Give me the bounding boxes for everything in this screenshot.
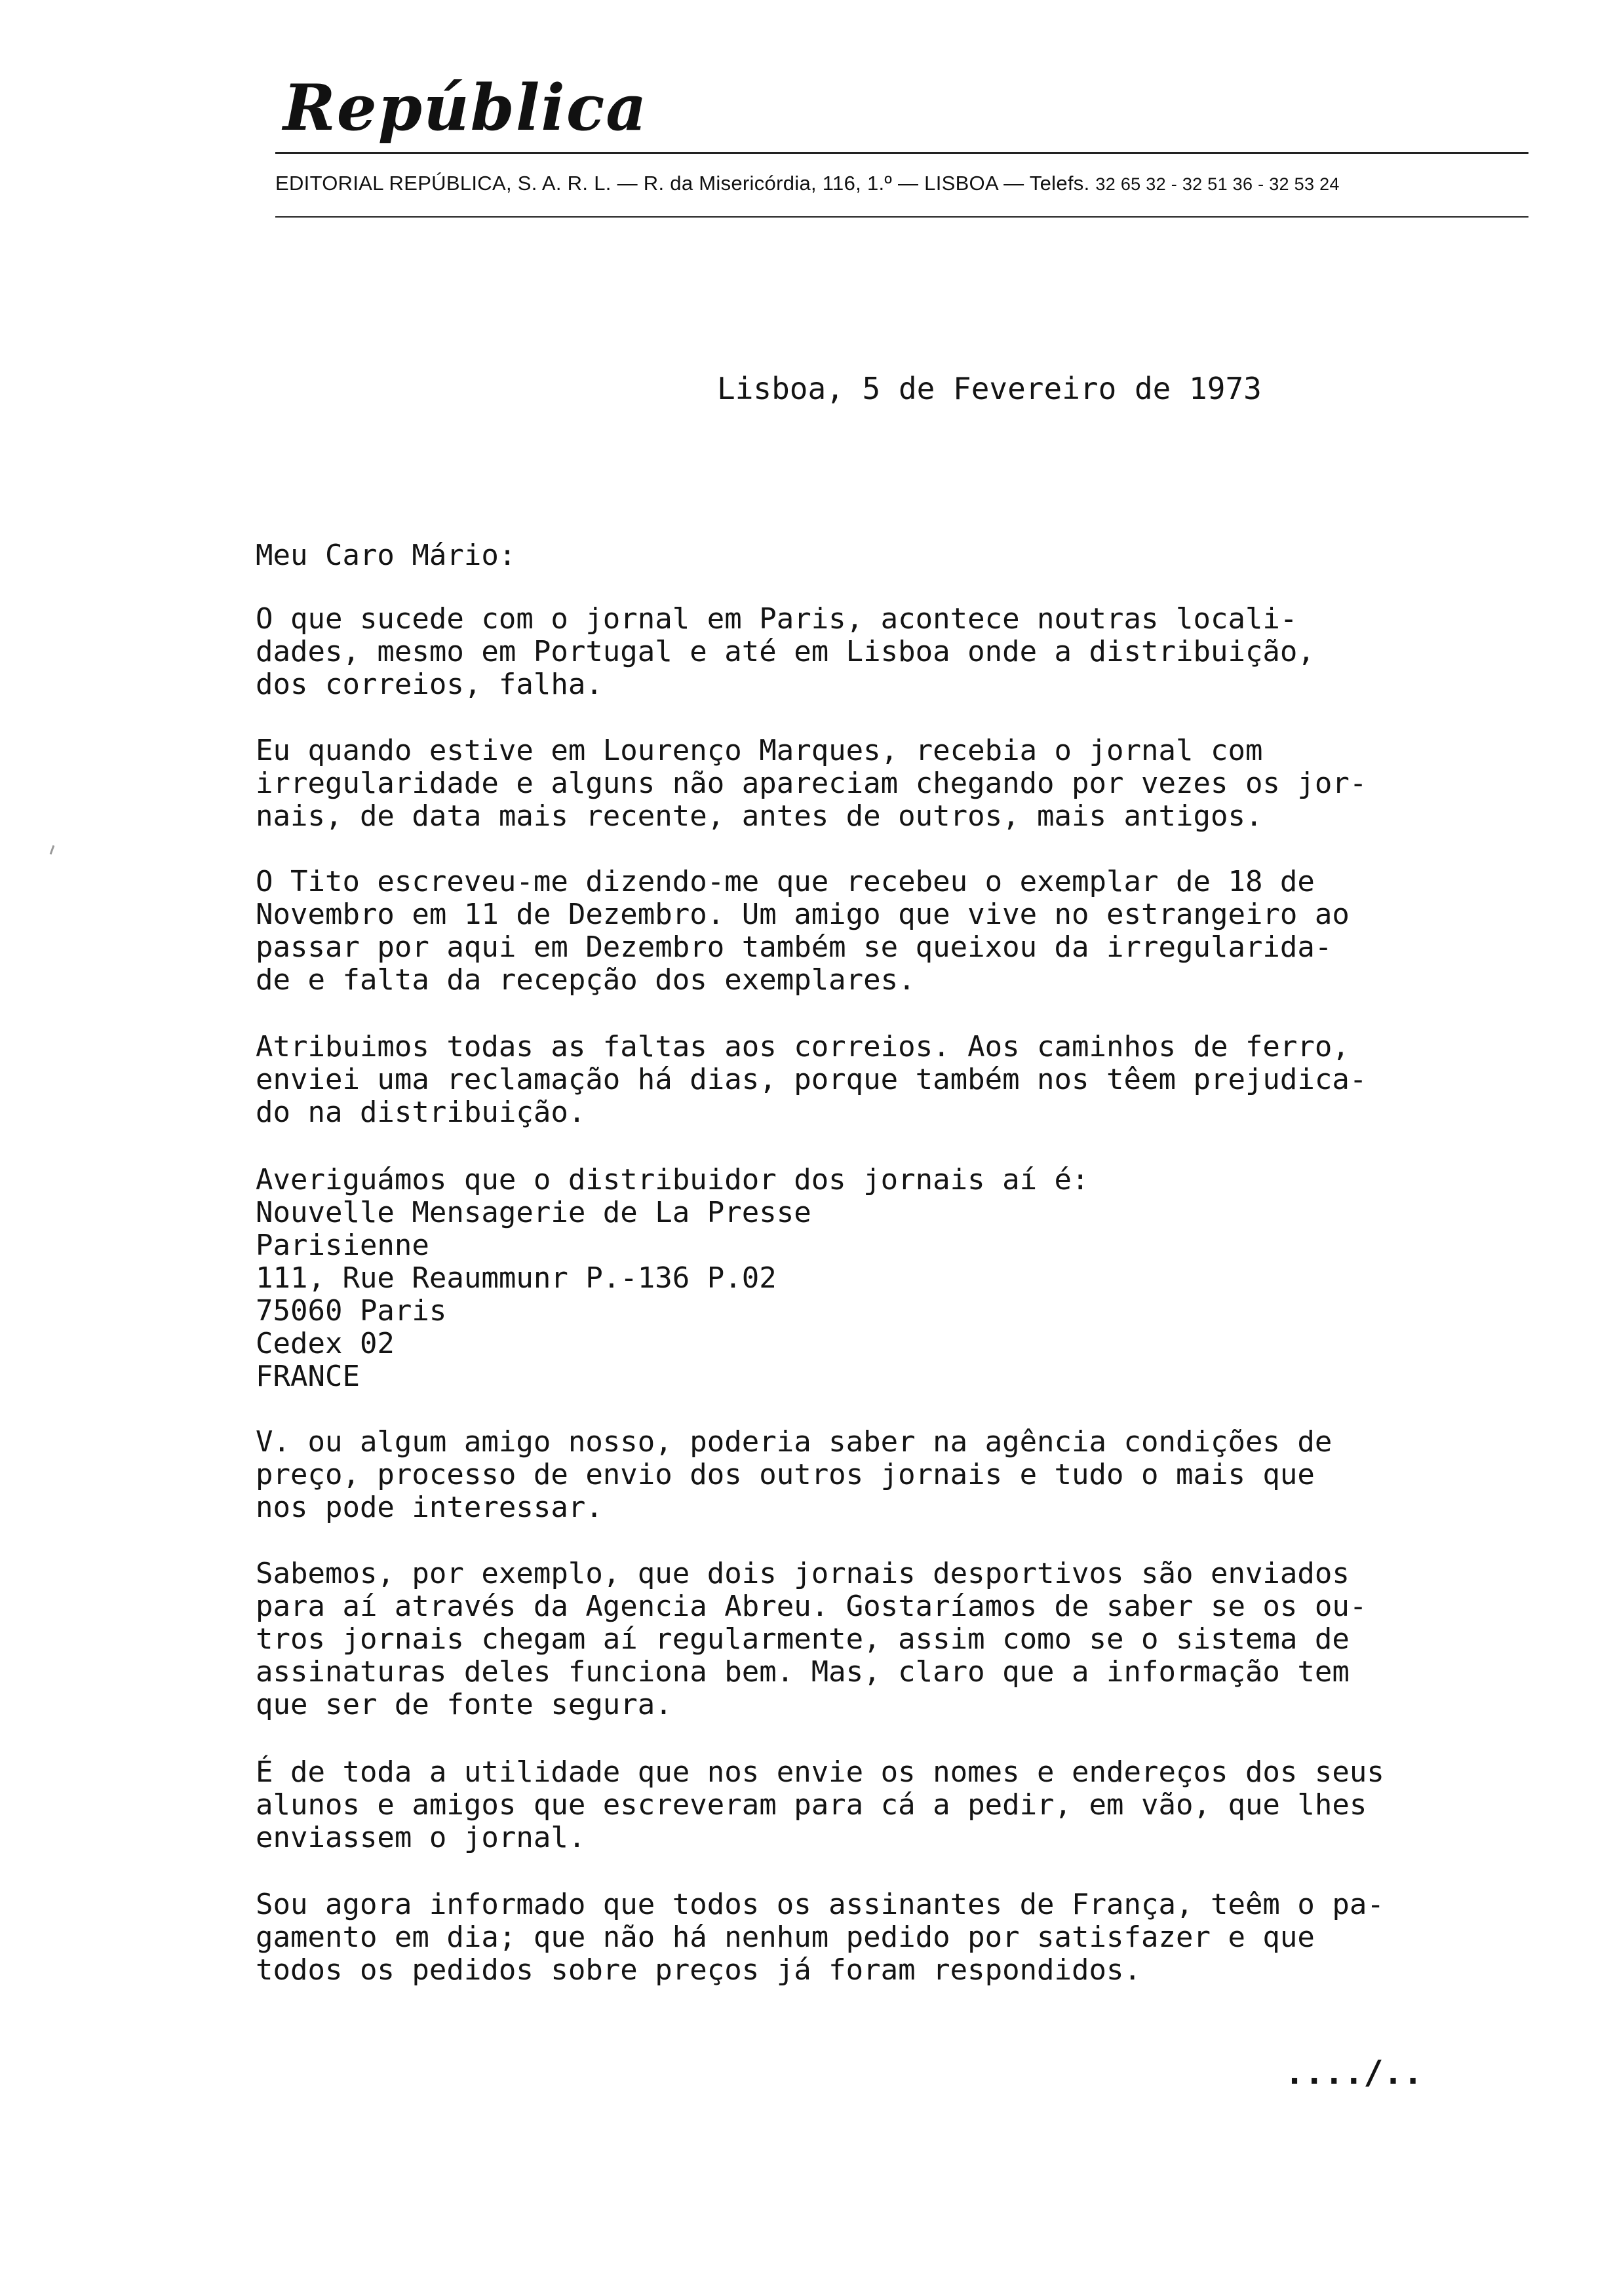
paragraph-3-line-3: passar por aqui em Dezembro também se queixou da irregularida- xyxy=(256,930,1333,964)
scan-speck xyxy=(50,845,55,854)
paragraph-5-line-4: 111, Rue Reaummunr P.-136 P.02 xyxy=(256,1261,777,1295)
letter-date: Lisboa, 5 de Fevereiro de 1973 xyxy=(717,371,1262,406)
newspaper-masthead: República xyxy=(283,71,648,145)
publisher-phones: 32 65 32 - 32 51 36 - 32 53 24 xyxy=(1095,174,1340,194)
paragraph-4-line-3: do na distribuição. xyxy=(256,1096,586,1129)
paragraph-5-line-3: Parisienne xyxy=(256,1229,429,1262)
paragraph-2-line-1: Eu quando estive em Lourenço Marques, recebia o jornal com xyxy=(256,734,1263,767)
paragraph-5-line-1: Averiguámos que o distribuidor dos jornais aí é: xyxy=(256,1163,1089,1196)
paragraph-2-line-3: nais, de data mais recente, antes de outros, mais antigos. xyxy=(256,799,1263,833)
paragraph-3-line-4: de e falta da recepção dos exemplares. xyxy=(256,963,916,997)
paragraph-3-line-2: Novembro em 11 de Dezembro. Um amigo que vive no estrangeiro ao xyxy=(256,898,1350,931)
paragraph-7-line-3: tros jornais chegam aí regularmente, assim como se o sistema de xyxy=(256,1622,1350,1656)
paragraph-1-line-2: dades, mesmo em Portugal e até em Lisboa onde a distribuição, xyxy=(256,635,1315,668)
paragraph-7-line-2: para aí através da Agencia Abreu. Gostaríamos de saber se os ou- xyxy=(256,1590,1367,1623)
paragraph-8-line-1: É de toda a utilidade que nos envie os nomes e endereços dos seus xyxy=(256,1755,1384,1789)
paragraph-1-line-3: dos correios, falha. xyxy=(256,668,603,701)
paragraph-4-line-1: Atribuimos todas as faltas aos correios. Aos caminhos de ferro, xyxy=(256,1030,1350,1063)
paragraph-9-line-3: todos os pedidos sobre preços já foram respondidos. xyxy=(256,1953,1142,1987)
publisher-address: EDITORIAL REPÚBLICA, S. A. R. L. — R. da Misericórdia, 116, 1.º — LISBOA — Telefs. xyxy=(275,172,1090,195)
paragraph-5-line-5: 75060 Paris xyxy=(256,1294,447,1328)
header-rule-top xyxy=(275,152,1528,154)
publisher-imprint xyxy=(275,172,1528,195)
header-rule-bottom xyxy=(275,216,1528,218)
paragraph-5-line-6: Cedex 02 xyxy=(256,1327,395,1360)
paragraph-3-line-1: O Tito escreveu-me dizendo-me que recebeu o exemplar de 18 de xyxy=(256,865,1315,898)
paragraph-6-line-2: preço, processo de envio dos outros jornais e tudo o mais que xyxy=(256,1458,1315,1491)
salutation: Meu Caro Mário: xyxy=(256,539,516,572)
paragraph-7-line-5: que ser de fonte segura. xyxy=(256,1688,672,1721)
paragraph-7-line-1: Sabemos, por exemplo, que dois jornais desportivos são enviados xyxy=(256,1557,1350,1590)
paragraph-8-line-2: alunos e amigos que escreveram para cá a pedir, em vão, que lhes xyxy=(256,1788,1367,1822)
paragraph-6-line-1: V. ou algum amigo nosso, poderia saber na agência condições de xyxy=(256,1425,1333,1459)
paragraph-7-line-4: assinaturas deles funciona bem. Mas, claro que a informação tem xyxy=(256,1655,1350,1689)
paragraph-5-line-7: FRANCE xyxy=(256,1360,360,1393)
paragraph-4-line-2: enviei uma reclamação há dias, porque também nos têem prejudica- xyxy=(256,1063,1367,1096)
paragraph-9-line-2: gamento em dia; que não há nenhum pedido por satisfazer e que xyxy=(256,1921,1315,1954)
paragraph-8-line-3: enviassem o jornal. xyxy=(256,1821,586,1854)
paragraph-1-line-1: O que sucede com o jornal em Paris, acontece noutras locali- xyxy=(256,602,1298,636)
continuation-mark: ..../.. xyxy=(1285,2054,1423,2092)
paragraph-5-line-2: Nouvelle Mensagerie de La Presse xyxy=(256,1196,811,1229)
paragraph-6-line-3: nos pode interessar. xyxy=(256,1491,603,1524)
paragraph-9-line-1: Sou agora informado que todos os assinantes de França, teêm o pa- xyxy=(256,1888,1384,1921)
paragraph-2-line-2: irregularidade e alguns não apareciam chegando por vezes os jor- xyxy=(256,767,1367,800)
